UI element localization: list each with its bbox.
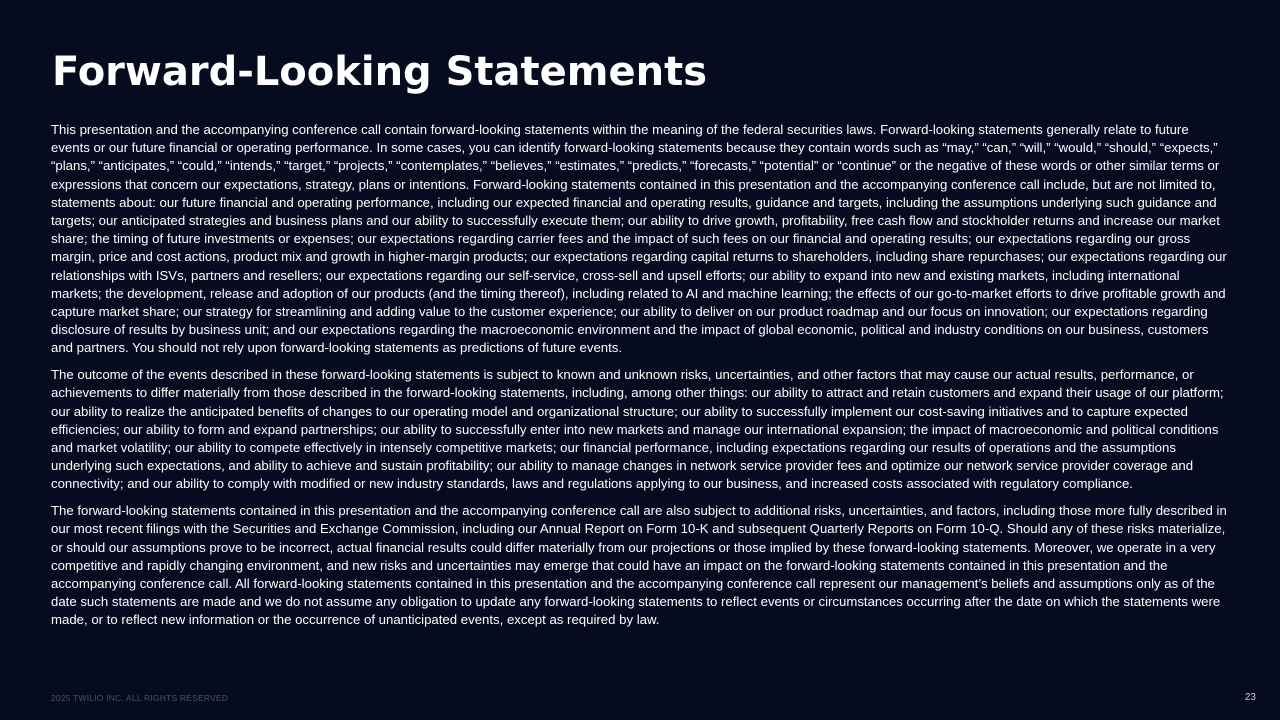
footer-copyright: 2025 TWILIO INC. ALL RIGHTS RESERVED: [51, 693, 229, 703]
paragraph-sec-filings: The forward-looking statements contained in this presentation and the accompanying conference call are also subject to additional risks, uncertainties, and factors, including those more fully described in our most recent filings with the Securities and Exchange Commission, including our Annual Report on Form 10-K and subsequent Quarterly Reports on Form 10-Q. Should any of these risks materialize, or should our assumptions prove to be incorrect, actual financial results could differ materially from our projections or those implied by these forward-looking statements. Moreover, we operate in a very competitive and rapidly changing environment, and new risks and uncertainties may emerge that could have an impact on the forward-looking statements contained in this presentation and the accompanying conference call. All forward-looking statements contained in this presentation and the accompanying conference call represent our management’s beliefs and assumptions only as of the date such statements are made and we do not assume any obligation to update any forward-looking statements to reflect events or circumstances occurring after the date on which the statements were made, or to reflect new information or the occurrence of unanticipated events, except as required by law.: [51, 503, 1227, 628]
paragraph-risk-factors: The outcome of the events described in these forward-looking statements is subject to known and unknown risks, uncertainties, and other factors that may cause our actual results, performance, or achievements to differ materially from those described in the forward-looking statements, including, among other things: our ability to attract and retain customers and expand their usage of our platform; our ability to realize the anticipated benefits of changes to our operating model and organizational structure; our ability to successfully implement our cost-saving initiatives and to capture expected efficiencies; our ability to form and expand partnerships; our ability to successfully enter into new markets and manage our international expansion; the impact of macroeconomic and political conditions and market volatility; our ability to compete effectively in intensely competitive markets; our financial performance, including expectations regarding our results of operations and the assumptions underlying such expectations, and ability to achieve and sustain profitability; our ability to manage changes in network service provider fees and optimize our network service provider coverage and connectivity; and our ability to comply with modified or new industry standards, laws and regulations applying to our business, and increased costs associated with regulatory compliance.: [51, 367, 1224, 492]
page-number: 23: [1244, 692, 1256, 703]
paragraph-forward-looking-intro: This presentation and the accompanying conference call contain forward-looking statements within the meaning of the federal securities laws. Forward-looking statements generally relate to future events or our future financial or operating performance. In some cases, you can identify forward-looking statements because they contain words such as “may,” “can,” “will,” “would,” “should,” “expects,” “plans,” “anticipates,” “could,” “intends,” “target,” “projects,” “contemplates,” “believes,” “estimates,” “predicts,” “forecasts,” “potential” or “continue” or the negative of these words or other similar terms or expressions that concern our expectations, strategy, plans or intentions. Forward-looking statements contained in this presentation and the accompanying conference call include, but are not limited to, statements about: our future financial and operating performance, including our expected financial and operating results, guidance and targets, including the assumptions underlying such guidance and targets; our anticipated strategies and business plans and our ability to successfully execute them; our ability to drive growth, profitability, free cash flow and stockholder returns and increase our market share; the timing of future investments or expenses; our expectations regarding carrier fees and the impact of such fees on our financial and operating results; our expectations regarding our gross margin, price and cost actions, product mix and growth in higher-margin products; our expectations regarding capital returns to shareholders, including share repurchases; our expectations regarding our relationships with ISVs, partners and resellers; our expectations regarding our self-service, cross-sell and upsell efforts; our ability to expand into new and existing markets, including international markets; the development, release and adoption of our products (and the timing thereof), including related to AI and machine learning; the effects of our go-to-market efforts to drive profitable growth and capture market share; our strategy for streamlining and adding value to the customer experience; our ability to deliver on our product roadmap and our focus on innovation; our expectations regarding disclosure of results by business unit; and our expectations regarding the macroeconomic environment and the impact of global economic, political and industry conditions on our business, customers and partners. You should not rely upon forward-looking statements as predictions of future events.: [51, 122, 1227, 356]
disclaimer-body: [51, 121, 1231, 638]
page-title: Forward-Looking Statements: [52, 49, 707, 95]
